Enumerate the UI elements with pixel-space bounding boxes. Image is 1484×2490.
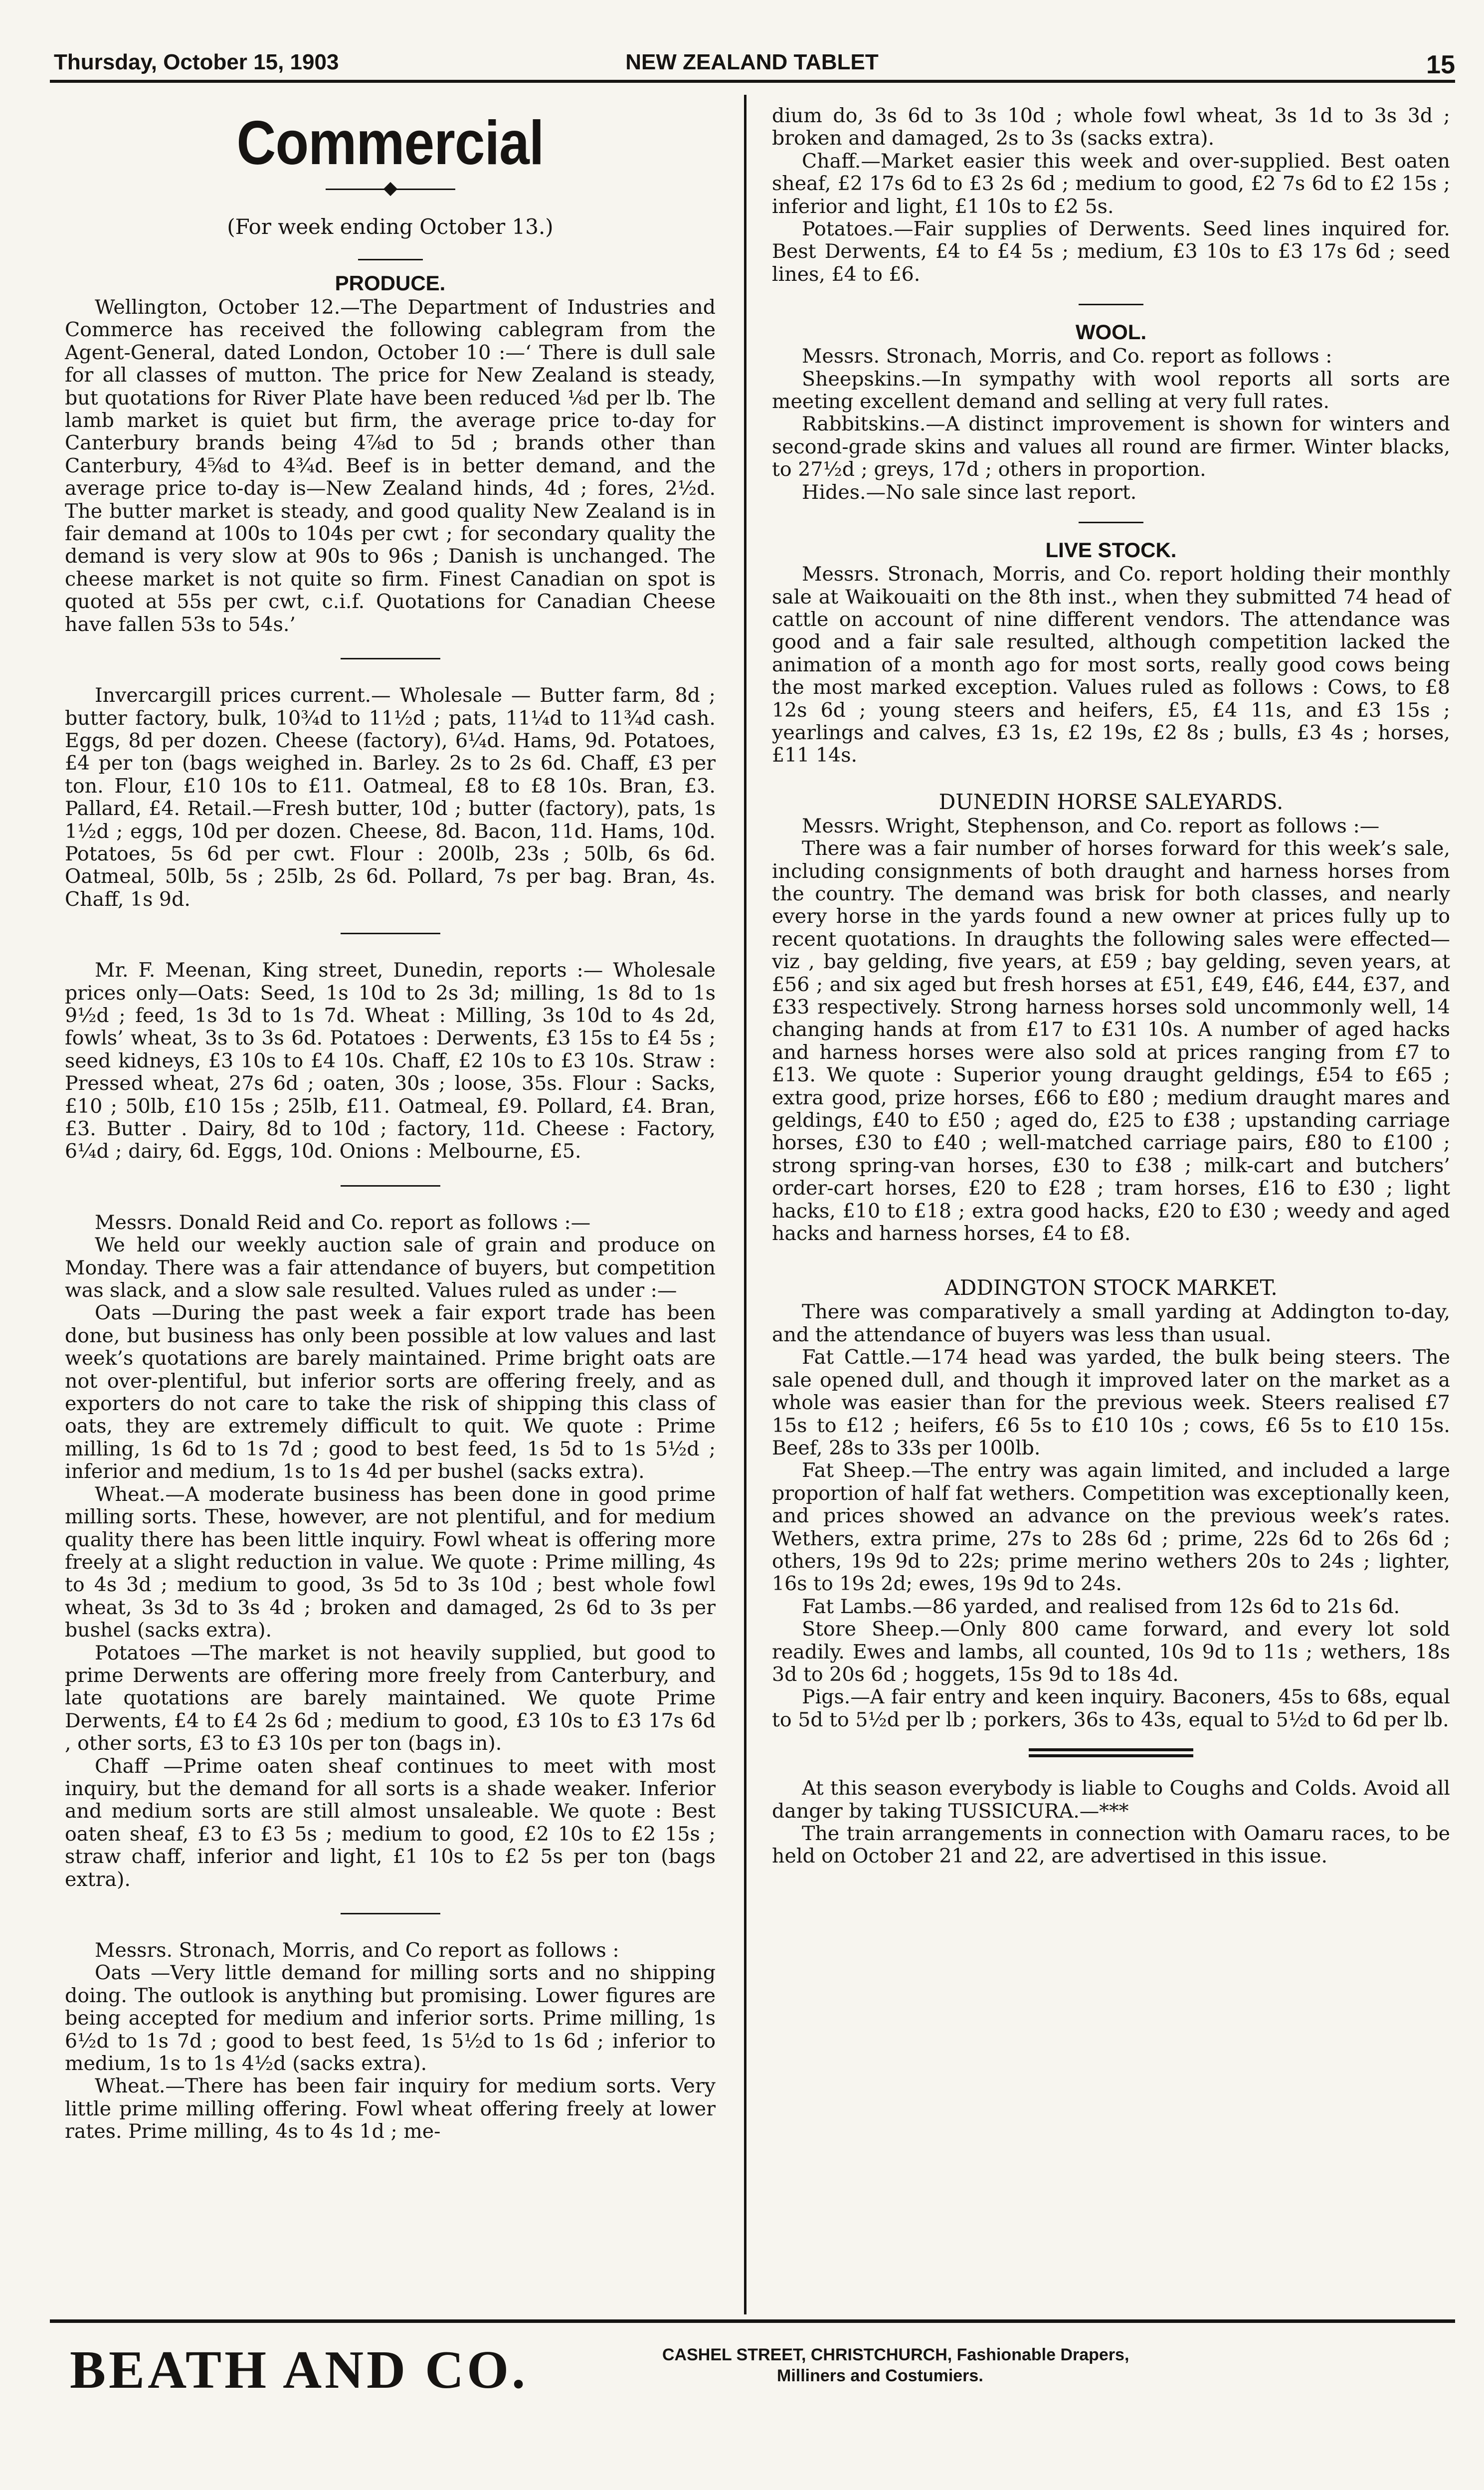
addington-heading: ADDINGTON STOCK MARKET. [944,1275,1278,1300]
paragraph-oamaru-races: The train arrangements in connection with Oamaru races, to be held on October 21 and 22, are advertised in this issue. [772,1822,1450,1868]
header-rule [50,80,1455,83]
paragraph-tussicura: At this season everybody is liable to Coughs and Colds. Avoid all danger by taking TUSSICURA.—*** [772,1777,1450,1823]
horse-saleyards-heading: DUNEDIN HORSE SALEYARDS. [938,789,1284,814]
paragraph-chaff: Chaff.—Market easier this week and over-supplied. Best oaten sheaf, £2 17s 6d to £3 2s 6d ; medium to good, £2 7s 6d to £2 15s ; inferior and light, £1 10s to £2 5s. [772,149,1450,218]
paragraph-reid-oats: Oats —During the past week a fair export trade has been done, but business has only been possible at low values and last week’s quotations are barely maintained. Prime bright oats are not over-plentiful, but inferior sorts are offering freely, and as exporters do not care to take the risk of shipping this class of oats, they are extremely difficult to quit. We quote : Prime milling, 1s 6d to 1s 7d ; good to best feed, 1s 5d to 1s 5½d ; inferior and medium, 1s to 1s 4d per bushel (sacks extra). [65,1301,716,1483]
paragraph-invercargill: Invercargill prices current.— Wholesale — Butter farm, 8d ; butter factory, bulk, 10¾d to 11½d ; pats, 11¼d to 11¾d cash. Eggs, 8d per dozen. Cheese (factory), 6¼d. Hams, 9d. Potatoes, £4 per ton (bags weighed in. Barley. 2s to 2s 6d. Chaff, £3 per ton. Flour, £10 10s to £11. Oatmeal, £8 to £8 10s. Bran, £3. Pallard, £4. Retail.—Fresh butter, 10d ; butter (factory), pats, 1s 1½d ; eggs, 10d per dozen. Cheese, 8d. Bacon, 11d. Hams, 10d. Potatoes, 5s 6d per cwt. Flour : 200lb, 23s ; 50lb, 6s 6d. Oatmeal, 50lb, 5s ; 25lb, 2s 6d. Pollard, 7s per bag. Bran, 4s. Chaff, 1s 9d. [65,684,716,911]
divider [341,1913,440,1914]
week-ending-note: (For week ending October 13.) [227,214,554,239]
title-ornament [326,182,455,197]
column-divider [744,95,746,2314]
paragraph-meenan: Mr. F. Meenan, King street, Dunedin, reports :— Wholesale prices only—Oats: Seed, 1s 10d to 2s 3d; milling, 1s 8d to 1s 9½d ; feed, 1s 3d to 1s 7d. Wheat : Milling, 3s 10d to 4s 2d, fowls’ wheat, 3s to 3s 6d. Potatoes : Derwents, £3 15s to £4 5s ; seed kidneys, £3 10s to £4 10s. Chaff, £2 10s to £3 10s. Straw : Pressed wheat, 27s 6d ; oaten, 30s ; loose, 35s. Flour : Sacks, £10 ; 50lb, £10 15s ; 25lb, £11. Oatmeal, £9. Pollard, £4. Bran, £3. Butter . Dairy, 8d to 10d ; factory, 11d. Cheese : Factory, 6¼d ; dairy, 6d. Eggs, 10d. Onions : Melbourne, £5. [65,959,716,1163]
divider [1079,522,1143,523]
address-line: Milliners and Costumiers. [777,2366,983,2385]
paragraph-horse-intro: Messrs. Wright, Stephenson, and Co. report as follows :— [802,814,1380,837]
paragraph-fat-sheep: Fat Sheep.—The entry was again limited, and included a large proportion of half fat wethers. Competition was exceptionally keen, and prices showed an advance on the previous week’s rates. Wethers, extra prime, 27s to 28s 6d ; prime, 22s 6d to 26s 6d ; others, 19s 9d to 22s; prime merino wethers 20s to 24s ; lighter, 16s to 19s 2d; ewes, 19s 9d to 24s. [772,1459,1450,1596]
issue-date: Thursday, October 15, 1903 [54,50,339,74]
paragraph-wheat-continued: dium do, 3s 6d to 3s 10d ; whole fowl wheat, 3s 1d to 3s 3d ; broken and damaged, 2s to 3s (sacks extra). [772,104,1450,150]
paragraph-stronach-oats: Oats —Very little demand for milling sorts and no shipping doing. The outlook is anything but promising. Lower figures are being accepted for medium and inferior sorts. Prime milling, 1s 6½d to 1s 7d ; good to best feed, 1s 5½d to 1s 6d ; inferior to medium, 1s to 1s 4½d (sacks extra). [65,1961,716,2075]
paragraph-sheepskins: Sheepskins.—In sympathy with wool reports all sorts are meeting excellent demand and selling at very full rates. [772,367,1450,414]
paragraph-addington-intro: There was comparatively a small yarding at Addington to-day, and the attendance of buyers was less than usual. [772,1300,1450,1346]
double-divider [1029,1748,1193,1757]
paragraph-hides: Hides.—No sale since last report. [802,480,1137,504]
paragraph-potatoes: Potatoes.—Fair supplies of Derwents. Seed lines inquired for. Best Derwents, £4 to £4 5s ; medium, £3 10s to £3 17s 6d ; seed lines, £4 to £6. [772,217,1450,286]
page-number: 15 [1426,50,1455,79]
paragraph-horse-report: There was a fair number of horses forward for this week’s sale, including consignments of both draught and harness horses from the country. The demand was brisk for both classes, and nearly every horse in the yards found a new owner at prices fully up to recent quotations. In draughts the following sales were effected—viz , bay gelding, five years, at £59 ; bay gelding, seven years, at £56 ; and six aged but fresh horses at £51, £49, £46, £44, £37, and £33 respectively. Strong harness horses sold uncommonly well, 14 changing hands at from £17 to £31 10s. A number of aged hacks and harness horses were also sold at prices ranging from £7 to £13. We quote : Superior young draught geldings, £54 to £65 ; extra good, prize horses, £66 to £80 ; medium draught mares and geldings, £40 to £50 ; aged do, £25 to £38 ; upstanding carriage horses, £30 to £40 ; well-matched carriage pairs, £80 to £100 ; strong spring-van horses, £30 to £38 ; milk-cart and butchers’ order-cart horses, £20 to £28 ; tram horses, £16 to £30 ; light hacks, £10 to £18 ; extra good hacks, £20 to £30 ; weedy and aged hacks and harness horses, £4 to £8. [772,837,1450,1245]
paragraph-wellington-cable: Wellington, October 12.—The Department of Industries and Commerce has received the following cablegram from the Agent-General, dated London, October 10 :—‘ There is dull sale for all classes of mutton. The price for New Zealand is steady, but quotations for River Plate have been reduced ⅛d per lb. The lamb market is quiet but firm, the average price to-day for Canterbury brands being 4⅞d to 5d ; brands other than Canterbury, 4⅝d to 4¾d. Beef is in better demand, and the average price to-day is—New Zealand hinds, 4d ; fores, 2½d. The butter market is steady, and good quality New Zealand is in fair demand at 100s to 104s per cwt ; for secondary quality the demand is very slow at 90s to 96s ; Danish is unchanged. The cheese market is not quite so firm. Finest Canadian on spot is quoted at 55s per cwt, c.i.f. Quotations for Canadian Cheese have fallen 53s to 54s.’ [65,296,716,636]
divider [341,658,440,659]
paragraph-reid-potatoes: Potatoes —The market is not heavily supplied, but good to prime Derwents are offering more freely from Canterbury, and late quotations are barely maintained. We quote Prime Derwents, £4 to £4 2s 6d ; medium to good, £3 10s to £3 17s 6d , other sorts, £3 to £3 10s per ton (bags in). [65,1641,716,1755]
advertiser-name: BEATH AND CO. [70,2340,529,2400]
divider [341,933,440,934]
footer-rule [50,2319,1455,2323]
paragraph-fat-cattle: Fat Cattle.—174 head was yarded, the bulk being steers. The sale opened dull, and though it improved later on the market as a whole was easier than for the previous week. Steers realised £7 15s to £12 ; heifers, £6 5s to £10 10s ; cows, £6 5s to £10 15s. Beef, 28s to 33s per 100lb. [772,1346,1450,1459]
paragraph-stronach-wheat: Wheat.—There has been fair inquiry for medium sorts. Very little prime milling offering. Fowl wheat offering freely at lower rates. Prime milling, 4s to 4s 1d ; me- [65,2075,716,2143]
diamond-icon [383,182,397,196]
paragraph-reid-chaff: Chaff —Prime oaten sheaf continues to meet with most inquiry, but the demand for all sorts is a shade weaker. Inferior and medium sorts are still almost unsaleable. We quote : Best oaten sheaf, £3 to £3 5s ; medium to good, £2 10s to £2 15s ; straw chaff, inferior and light, £1 10s to £2 5s per ton (bags extra). [65,1754,716,1891]
paragraph-wool-intro: Messrs. Stronach, Morris, and Co. report as follows : [802,345,1332,368]
divider [341,1185,440,1187]
wool-heading: WOOL. [1075,320,1147,344]
right-column [772,105,1450,1868]
paragraph-reid-intro: Messrs. Donald Reid and Co. report as follows :— [95,1211,591,1234]
paragraph-livestock: Messrs. Stronach, Morris, and Co. report holding their monthly sale at Waikouaiti on the 8th inst., when they submitted 74 head of cattle on account of nine different vendors. The attendance was good and a fair sale resulted, although competition lacked the animation of a month ago for most sorts, really good cows being the most marked exception. Values ruled as follows : Cows, to £8 12s 6d ; young steers and heifers, £5, £4 11s, and £3 15s ; yearlings and calves, £3 1s, £2 19s, £2 8s ; bulls, £3 4s ; horses, £11 14s. [772,563,1450,767]
paragraph-rabbitskins: Rabbitskins.—A distinct improvement is shown for winters and second-grade skins and values all round are firmer. Winter blacks, to 27½d ; greys, 17d ; others in proportion. [772,413,1450,481]
divider [358,259,423,260]
paragraph-pigs: Pigs.—A fair entry and keen inquiry. Baconers, 45s to 68s, equal to 5d to 5½d per lb ; porkers, 36s to 43s, equal to 5½d to 6d per lb. [772,1685,1450,1731]
paragraph-store-sheep: Store Sheep.—Only 800 came forward, and every lot sold readily. Ewes and lambs, all counted, 10s 9d to 11s ; wethers, 18s 3d to 20s 6d ; hoggets, 15s 9d to 18s 4d. [772,1618,1450,1686]
masthead [54,46,1455,82]
left-column [65,100,716,2143]
paragraph-fat-lambs: Fat Lambs.—86 yarded, and realised from 12s 6d to 21s 6d. [802,1595,1400,1618]
section-title: Commercial [236,109,544,178]
address-line: CASHEL STREET, CHRISTCHURCH, Fashionable Drapers, [662,2345,1129,2364]
paragraph-reid-wheat: Wheat.—A moderate business has been done in good prime milling sorts. These, however, are not plentiful, and for medium quality there has been little inquiry. Fowl wheat is offering more freely at a slight reduction in value. We quote : Prime milling, 4s to 4s 3d ; medium to good, 3s 5d to 3s 10d ; best whole fowl wheat, 3s 3d to 3s 4d ; broken and damaged, 2s 6d to 3s per bushel (sacks extra). [65,1482,716,1642]
paragraph-stronach-intro: Messrs. Stronach, Morris, and Co report as follows : [95,1939,619,1962]
advertiser-address [662,2344,1360,2386]
paragraph-reid-auction: We held our weekly auction sale of grain and produce on Monday. There was a fair attendance of buyers, but competition was slack, and a slow sale resulted. Values ruled as under :— [65,1234,716,1302]
livestock-heading: LIVE STOCK. [1045,538,1177,562]
divider [1079,304,1143,305]
publication-name: NEW ZEALAND TABLET [625,50,879,74]
produce-heading: PRODUCE. [335,271,446,295]
